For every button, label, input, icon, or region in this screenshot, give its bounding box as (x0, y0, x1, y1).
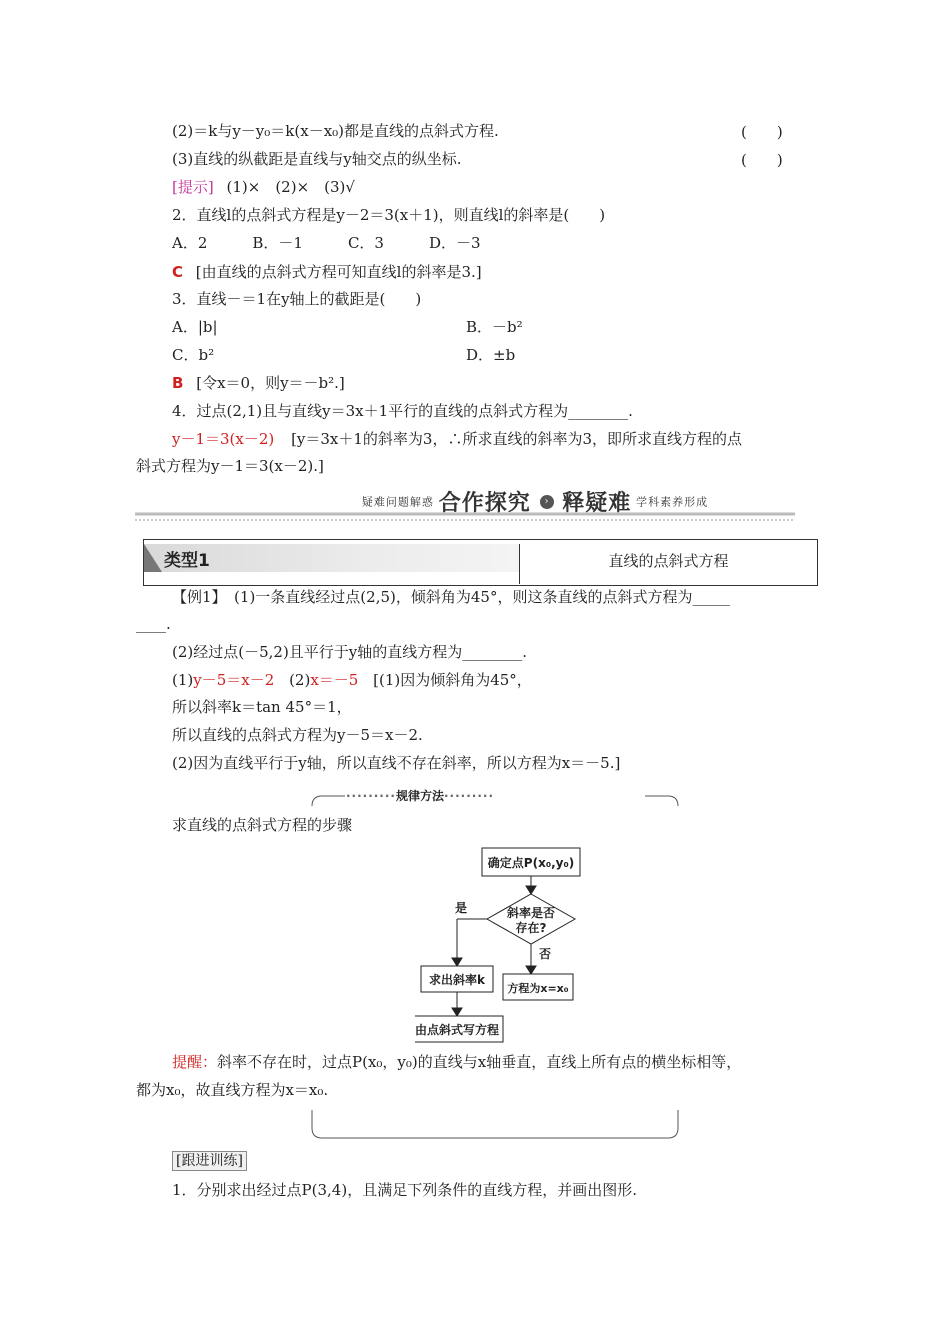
q4-stem: 4．过点(2,1)且与直线y＝3x＋1平行的直线的点斜式方程为________. (172, 402, 633, 420)
section-banner (135, 486, 795, 522)
banner-text (285, 486, 785, 517)
banner-big-1: 合作探究 (438, 491, 531, 516)
banner-right-small: 学科素养形成 (636, 495, 709, 509)
method-note-line-1 (172, 1052, 741, 1072)
hint-text: (1)× (2)× (3)√ (226, 178, 355, 196)
q3-answer-line (172, 373, 345, 393)
banner-big-2: 释疑难 (562, 491, 632, 516)
example-line-2: ____. (136, 615, 171, 633)
example-ans1-prefix: (1) (172, 671, 194, 689)
method-title-text: 规律方法 (395, 789, 444, 803)
q3-answer: B (172, 374, 184, 392)
example-line-3: (2)经过点(－5,2)且平行于y轴的直线方程为________. (172, 643, 528, 661)
example-line-6: 所以直线的点斜式方程为y－5＝x－2. (172, 726, 423, 744)
flow-yes-label: 是 (454, 901, 468, 915)
arrow-right-icon: › (540, 495, 554, 509)
example-line-7: (2)因为直线平行于y轴，所以直线不存在斜率，所以方程为x＝－5.] (172, 754, 621, 772)
example-line-5: 所以斜率k＝tan 45°＝1， (172, 698, 352, 716)
method-intro: 求直线的点斜式方程的步骤 (172, 816, 353, 834)
q4-explain-2: 斜式方程为y－1＝3(x－2).] (136, 457, 324, 475)
example-answer-line (172, 670, 532, 690)
q2-answer-line (172, 262, 482, 282)
flow-box2-text: 求出斜率k (429, 973, 485, 987)
q4-explain-1: [y＝3x＋1的斜率为3，∴所求直线的斜率为3，即所求直线方程的点 (291, 430, 743, 448)
note-label: 提醒： (172, 1053, 218, 1071)
method-note-line-2: 都为x₀，故直线方程为x＝x₀. (136, 1081, 329, 1099)
example-ans2-prefix: (2) (289, 671, 311, 689)
arrow-down-icon (526, 966, 536, 974)
q3-option-d: D．±b (466, 346, 516, 364)
flow-box3-text: 方程为x=x₀ (507, 982, 569, 995)
judge-item-3: (3)直线的纵截距是直线与y轴交点的纵坐标. (172, 150, 462, 168)
flow-box1-text: 确定点P(x₀,y₀) (487, 856, 575, 870)
q4-answer: y－1＝3(x－2) (172, 430, 275, 448)
follow-q1: 1．分别求出经过点P(3,4)，且满足下列条件的直线方程，并画出图形. (172, 1181, 637, 1199)
flowchart (415, 840, 595, 1045)
q3-option-c: C．b² (172, 346, 215, 364)
follow-tag: [跟进训练] (172, 1151, 247, 1171)
judge-item-2: (2)＝k与y－y₀＝k(x－x₀)都是直线的点斜式方程. (172, 122, 499, 140)
q3-option-b: B．－b² (466, 318, 523, 336)
q2-answer: C (172, 263, 184, 281)
q3-option-a: A．|b| (172, 318, 218, 336)
hint-label: [提示] (172, 178, 214, 196)
arrow-down-icon (526, 886, 536, 894)
example-line-1: 【例1】 (1)一条直线经过点(2,5)，倾斜角为45°，则这条直线的点斜式方程为_____ (172, 588, 730, 606)
flow-box4-text: 由点斜式写方程 (415, 1023, 500, 1037)
arrow-down-icon (452, 1008, 462, 1016)
type-label: 类型1 (164, 551, 210, 571)
hint-line (172, 177, 355, 197)
q3-stem: 3．直线－＝1在y轴上的截距是( ) (172, 290, 422, 308)
note-text-1: 斜率不存在时，过点P(x₀，y₀)的直线与x轴垂直，直线上所有点的横坐标相等， (217, 1053, 742, 1071)
q3-explain: [令x＝0，则y＝－b².] (196, 374, 345, 392)
example-ans-rest: [(1)因为倾斜角为45°， (373, 671, 532, 689)
example-ans2: x＝－5 (310, 671, 359, 689)
q2-explain: [由直线的点斜式方程可知直线l的斜率是3.] (195, 263, 482, 281)
flow-no-label: 否 (538, 947, 552, 961)
answer-paren-2: ( ) (741, 123, 783, 141)
banner-left-small: 疑难问题解惑 (361, 495, 434, 509)
arrow-down-icon (452, 958, 462, 966)
flow-diamond-text-1: 斜率是否 (506, 906, 556, 920)
q4-answer-line (172, 429, 742, 449)
method-title: ·········规律方法········· (345, 789, 495, 803)
type-title: 直线的点斜式方程 (608, 552, 729, 570)
flow-diamond-text-2: 存在? (515, 921, 547, 935)
q2-options: A．2 B．－1 C．3 D．－3 (172, 234, 481, 252)
type-triangle-icon (144, 544, 162, 572)
q2-stem: 2．直线l的点斜式方程是y－2＝3(x＋1)，则直线l的斜率是( ) (172, 206, 606, 224)
answer-paren-3: ( ) (741, 151, 783, 169)
example-ans1: y－5＝x－2 (193, 671, 275, 689)
type-box (143, 539, 818, 586)
